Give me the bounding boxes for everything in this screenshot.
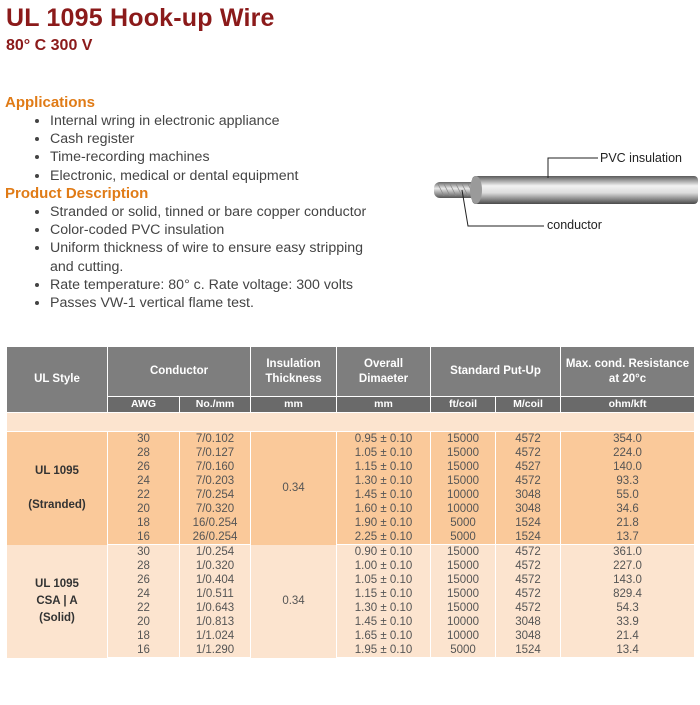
overall-diameter-cell: 1.05 ± 0.10 [337, 446, 431, 460]
resistance-cell: 34.6 [561, 502, 695, 516]
table-row [7, 460, 695, 474]
table-row [7, 559, 695, 573]
strand-cell: 1/1.024 [180, 629, 251, 643]
awg-cell: 28 [108, 559, 180, 573]
ft-coil-cell: 15000 [431, 559, 496, 573]
m-coil-cell: 4572 [496, 432, 561, 447]
overall-diameter-cell: 2.25 ± 0.10 [337, 530, 431, 545]
awg-cell: 16 [108, 643, 180, 658]
overall-diameter-cell: 1.30 ± 0.10 [337, 474, 431, 488]
resistance-cell: 21.4 [561, 629, 695, 643]
resistance-cell: 829.4 [561, 587, 695, 601]
awg-cell: 18 [108, 516, 180, 530]
overall-diameter-cell: 0.90 ± 0.10 [337, 545, 431, 560]
table-row [7, 573, 695, 587]
list-item: • Internal wring in electronic appliance [50, 112, 298, 130]
ul-style-line [7, 480, 107, 497]
pvc-insulation-shape [472, 176, 698, 204]
ul-style-line: UL 1095 [35, 577, 79, 590]
awg-cell: 22 [108, 601, 180, 615]
ul-style-line: UL 1095 [35, 464, 79, 477]
m-coil-cell: 4527 [496, 460, 561, 474]
table-row [7, 502, 695, 516]
overall-diameter-cell: 1.00 ± 0.10 [337, 559, 431, 573]
col-no-mm: No./mm [180, 397, 251, 413]
m-coil-cell: 4572 [496, 587, 561, 601]
table-row [7, 488, 695, 502]
ft-coil-cell: 10000 [431, 502, 496, 516]
insulation-cell: 0.34 [251, 545, 337, 658]
overall-diameter-cell: 1.15 ± 0.10 [337, 460, 431, 474]
resistance-cell: 354.0 [561, 432, 695, 447]
strand-cell: 1/0.813 [180, 615, 251, 629]
awg-cell: 20 [108, 615, 180, 629]
strand-cell: 1/0.511 [180, 587, 251, 601]
strand-cell: 7/0.160 [180, 460, 251, 474]
list-item: • Passes VW-1 vertical flame test. [50, 294, 366, 312]
strand-cell: 7/0.254 [180, 488, 251, 502]
table-row [7, 601, 695, 615]
list-item: • Cash register [50, 130, 298, 148]
rating-subtitle: 80° C 300 V [6, 37, 93, 54]
overall-diameter-cell: 1.95 ± 0.10 [337, 643, 431, 658]
m-coil-cell: 4572 [496, 474, 561, 488]
insulation-cell: 0.34 [251, 432, 337, 545]
col-maxres: Max. cond. Resistance at 20°c [561, 347, 695, 397]
col-putup: Standard Put-Up [431, 347, 561, 397]
insulation-leader-line [548, 158, 598, 178]
m-coil-cell: 4572 [496, 601, 561, 615]
ft-coil-cell: 10000 [431, 629, 496, 643]
list-item: • Time-recording machines [50, 148, 298, 166]
ft-coil-cell: 15000 [431, 460, 496, 474]
table-row [7, 615, 695, 629]
spec-table [6, 346, 695, 658]
ft-coil-cell: 15000 [431, 545, 496, 560]
strand-cell: 1/0.404 [180, 573, 251, 587]
resistance-cell: 227.0 [561, 559, 695, 573]
table-row [7, 446, 695, 460]
ft-coil-cell: 5000 [431, 516, 496, 530]
conductor-label: conductor [547, 218, 602, 232]
resistance-cell: 13.4 [561, 643, 695, 658]
m-coil-cell: 1524 [496, 643, 561, 658]
resistance-cell: 54.3 [561, 601, 695, 615]
m-coil-cell: 3048 [496, 502, 561, 516]
strand-cell: 7/0.320 [180, 502, 251, 516]
list-item: • Electronic, medical or dental equipment [50, 167, 298, 185]
pvc-insulation-label: PVC insulation [600, 151, 682, 165]
list-item: • Color-coded PVC insulation [50, 221, 366, 239]
table-row [7, 432, 695, 447]
col-insulation: Insulation Thickness [251, 347, 337, 397]
resistance-cell: 140.0 [561, 460, 695, 474]
m-coil-cell: 1524 [496, 530, 561, 545]
page-title: UL 1095 Hook-up Wire [6, 4, 275, 32]
m-coil-cell: 4572 [496, 446, 561, 460]
awg-cell: 22 [108, 488, 180, 502]
ft-coil-cell: 10000 [431, 488, 496, 502]
ft-coil-cell: 5000 [431, 643, 496, 658]
m-coil-cell: 4572 [496, 573, 561, 587]
ft-coil-cell: 15000 [431, 587, 496, 601]
overall-diameter-cell: 1.30 ± 0.10 [337, 601, 431, 615]
col-awg: AWG [108, 397, 180, 413]
col-ohm: ohm/kft [561, 397, 695, 413]
m-coil-cell: 4572 [496, 545, 561, 560]
ul-style-cell [7, 545, 108, 658]
strand-cell: 1/0.320 [180, 559, 251, 573]
table-row [7, 474, 695, 488]
ft-coil-cell: 5000 [431, 530, 496, 545]
col-mcoil: M/coil [496, 397, 561, 413]
ft-coil-cell: 15000 [431, 446, 496, 460]
strand-cell: 1/0.643 [180, 601, 251, 615]
awg-cell: 24 [108, 474, 180, 488]
awg-cell: 18 [108, 629, 180, 643]
spacer-row [7, 413, 695, 432]
awg-cell: 26 [108, 460, 180, 474]
table-row [7, 545, 695, 560]
awg-cell: 30 [108, 545, 180, 560]
ul-style-cell [7, 432, 108, 545]
product-description-heading: Product Description [5, 185, 149, 202]
awg-cell: 30 [108, 432, 180, 447]
resistance-cell: 13.7 [561, 530, 695, 545]
resistance-cell: 55.0 [561, 488, 695, 502]
ul-style-line: (Stranded) [28, 498, 86, 511]
list-item: and cutting. [50, 258, 124, 275]
awg-cell: 26 [108, 573, 180, 587]
table-row [7, 629, 695, 643]
overall-diameter-cell: 1.15 ± 0.10 [337, 587, 431, 601]
list-item: • Rate temperature: 80° c. Rate voltage: 300 volts [50, 276, 366, 294]
table-row [7, 530, 695, 545]
awg-cell: 24 [108, 587, 180, 601]
m-coil-cell: 4572 [496, 559, 561, 573]
resistance-cell: 93.3 [561, 474, 695, 488]
overall-diameter-cell: 1.05 ± 0.10 [337, 573, 431, 587]
m-coil-cell: 1524 [496, 516, 561, 530]
overall-diameter-cell: 1.45 ± 0.10 [337, 488, 431, 502]
product-description-list [32, 203, 366, 312]
overall-diameter-cell: 1.45 ± 0.10 [337, 615, 431, 629]
applications-list [32, 112, 298, 185]
ft-coil-cell: 15000 [431, 432, 496, 447]
ft-coil-cell: 15000 [431, 474, 496, 488]
m-coil-cell: 3048 [496, 488, 561, 502]
resistance-cell: 224.0 [561, 446, 695, 460]
strand-cell: 7/0.203 [180, 474, 251, 488]
resistance-cell: 33.9 [561, 615, 695, 629]
ft-coil-cell: 10000 [431, 615, 496, 629]
strand-cell: 1/1.290 [180, 643, 251, 658]
col-overall: Overall Dimaeter [337, 347, 431, 397]
awg-cell: 20 [108, 502, 180, 516]
resistance-cell: 143.0 [561, 573, 695, 587]
overall-diameter-cell: 1.60 ± 0.10 [337, 502, 431, 516]
ft-coil-cell: 15000 [431, 601, 496, 615]
col-ul-style: UL Style [7, 347, 108, 413]
resistance-cell: 361.0 [561, 545, 695, 560]
strand-cell: 16/0.254 [180, 516, 251, 530]
m-coil-cell: 3048 [496, 629, 561, 643]
resistance-cell: 21.8 [561, 516, 695, 530]
applications-heading: Applications [5, 94, 96, 111]
list-item: • Stranded or solid, tinned or bare copper conductor [50, 203, 366, 221]
table-row [7, 516, 695, 530]
strand-cell: 26/0.254 [180, 530, 251, 545]
table-row [7, 587, 695, 601]
strand-cell: 1/0.254 [180, 545, 251, 560]
strand-cell: 7/0.127 [180, 446, 251, 460]
ul-style-line: (Solid) [39, 611, 75, 624]
col-ins-unit: mm [251, 397, 337, 413]
overall-diameter-cell: 1.65 ± 0.10 [337, 629, 431, 643]
ft-coil-cell: 15000 [431, 573, 496, 587]
strand-cell: 7/0.102 [180, 432, 251, 447]
overall-diameter-cell: 1.90 ± 0.10 [337, 516, 431, 530]
col-ftcoil: ft/coil [431, 397, 496, 413]
col-od-unit: mm [337, 397, 431, 413]
awg-cell: 16 [108, 530, 180, 545]
overall-diameter-cell: 0.95 ± 0.10 [337, 432, 431, 447]
table-row [7, 643, 695, 658]
awg-cell: 28 [108, 446, 180, 460]
list-item: • Uniform thickness of wire to ensure easy stripping [50, 239, 366, 257]
ul-style-line: CSA | A [36, 594, 78, 607]
m-coil-cell: 3048 [496, 615, 561, 629]
col-conductor: Conductor [108, 347, 251, 397]
